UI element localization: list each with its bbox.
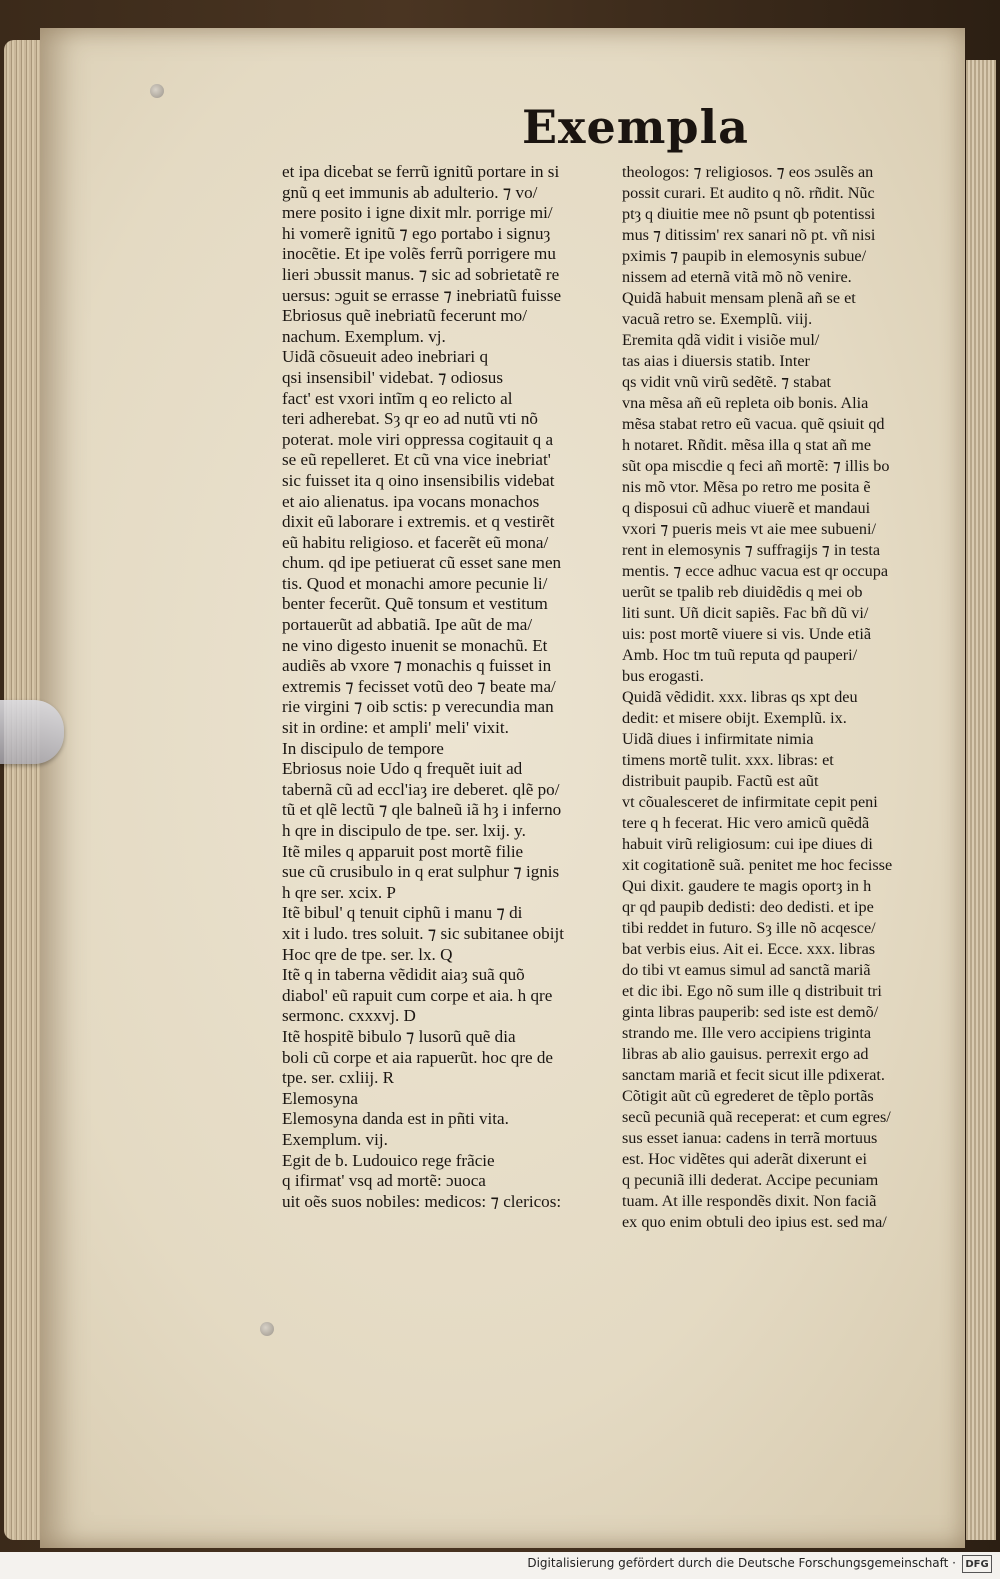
text-line: qr qd paupib dedisti: deo dedisti. et ipe <box>622 898 874 916</box>
right-text-column <box>622 162 934 1233</box>
text-line: xit i ludo. tres soluit. ⁊ sic subitanee obijt <box>282 923 564 943</box>
text-line: chum. qd ipe petiuerat cũ esset sane men <box>282 553 562 573</box>
text-line: Exemplum. vij. <box>282 1129 388 1149</box>
text-line: bus erogasti. <box>622 667 704 685</box>
text-line: rent in elemosynis ⁊ suffragijs ⁊ in testa <box>622 541 881 559</box>
text-line: tere q h fecerat. Hic vero amicũ quẽdã <box>622 814 870 832</box>
text-line: q pecuniã illi dederat. Accipe pecuniam <box>622 1171 879 1189</box>
text-line: dedit: et misere obijt. Exemplũ. ix. <box>622 709 847 727</box>
text-line: mus ⁊ ditissim' rex sanari nõ pt. vñ nisi <box>622 226 876 244</box>
text-line: diabol' eũ rapuit cum corpe et aia. h qre <box>282 985 553 1005</box>
text-line: sermonc. cxxxvj. D <box>282 1006 416 1026</box>
text-line: Elemosyna <box>282 1088 358 1108</box>
text-line: qs vidit vnũ virũ sedẽtẽ. ⁊ stabat <box>622 373 832 391</box>
pin-mark-bottom <box>260 1322 274 1336</box>
text-line: h qre ser. xcix. P <box>282 882 396 902</box>
text-line: In discipulo de tempore <box>282 738 444 758</box>
text-line: rie virgini ⁊ oib sctis: p verecundia man <box>282 697 554 717</box>
text-line: mere posito i igne dixit mlr. porrige mi/ <box>282 203 553 223</box>
text-line: teri adherebat. Sȝ qr eo ad nutũ vti nõ <box>282 409 538 429</box>
pin-mark-top <box>150 84 164 98</box>
text-line: vacuã retro se. Exemplũ. viij. <box>622 310 813 328</box>
text-line: Elemosyna danda est in pñti vita. <box>282 1109 509 1129</box>
text-line: do tibi vt eamus simul ad sanctã mariã <box>622 961 871 979</box>
page-clip <box>0 700 64 764</box>
text-line: portauerũt ad abbatiã. Ipe aũt de ma/ <box>282 615 533 635</box>
text-line: Itẽ hospitẽ bibulo ⁊ lusorũ quẽ dia <box>282 1026 516 1046</box>
text-line: tpe. ser. cxliij. R <box>282 1068 395 1088</box>
text-line: distribuit paupib. Factũ est aũt <box>622 772 819 790</box>
text-line: Hoc qre de tpe. ser. lx. Q <box>282 944 453 964</box>
text-line: Itẽ bibul' q tenuit ciphũ i manu ⁊ di <box>282 903 523 923</box>
text-line: vxori ⁊ pueris meis vt aie mee subueni/ <box>622 520 876 538</box>
book-edge-right <box>966 60 996 1540</box>
text-line: theologos: ⁊ religiosos. ⁊ eos ɔsulẽs an <box>622 163 874 181</box>
text-line: Eremita qdã vidit i visiõe mul/ <box>622 331 820 349</box>
text-line: xit cogitationẽ suã. penitet me hoc fecisse <box>622 856 893 874</box>
text-line: benter fecerũt. Quẽ tonsum et vestitum <box>282 594 548 614</box>
text-line: liti sunt. Uñ dicit sapiẽs. Fac bñ dũ vi/ <box>622 604 869 622</box>
text-line: tũ et qlẽ lectũ ⁊ qle balneũ iã hȝ i inferno <box>282 800 562 820</box>
text-line: pximis ⁊ paupib in elemosynis subue/ <box>622 247 867 265</box>
text-line: tabernã cũ ad eccl'iaȝ ire deberet. qlẽ po/ <box>282 779 560 799</box>
text-line: tas aias i diuersis statib. Inter <box>622 352 810 370</box>
text-line: extremis ⁊ fecisset votũ deo ⁊ beate ma/ <box>282 676 556 696</box>
text-line: tuam. At ille respondẽs dixit. Non faciã <box>622 1192 877 1210</box>
text-line: nachum. Exemplum. vj. <box>282 326 446 346</box>
text-line: qsi insensibil' videbat. ⁊ odiosus <box>282 367 503 387</box>
text-line: Quidã habuit mensam plenã añ se et <box>622 289 856 307</box>
text-line: fact' est vxori intĩm q eo relicto al <box>282 388 513 408</box>
text-line: mẽsa stabat retro eũ vacua. quẽ qsiuit qd <box>622 415 885 433</box>
text-line: Quidã vẽdidit. xxx. libras qs xpt deu <box>622 688 858 706</box>
text-line: et aio alienatus. ipa vocans monachos <box>282 491 540 511</box>
text-line: uit oẽs suos nobiles: medicos: ⁊ clericos: <box>282 1191 562 1211</box>
text-line: nis mõ vtor. Mẽsa po retro me posita ẽ <box>622 478 871 496</box>
text-line: lieri ɔbussit manus. ⁊ sic ad sobrietatẽ re <box>282 264 560 284</box>
text-line: ne vino digesto inuenit se monachũ. Et <box>282 635 548 655</box>
text-line: uerũt se tpalib reb diuidẽdis q mei ob <box>622 583 863 601</box>
text-line: uis: post mortẽ viuere si vis. Unde etiã <box>622 625 872 643</box>
text-line: bat verbis eius. Ait ei. Ecce. xxx. libras <box>622 940 876 958</box>
text-line: ginta libras pauperib: sed iste est demõ/ <box>622 1003 879 1021</box>
text-line: est. Hoc vidẽtes qui aderãt dixerunt ei <box>622 1150 867 1168</box>
text-line: et dic ibi. Ego nõ sum ille q distribuit tri <box>622 982 882 1000</box>
text-line: vna mẽsa añ eũ repleta oib bonis. Alia <box>622 394 869 412</box>
text-line: hi vomerẽ ignitũ ⁊ ego portabo i signuȝ <box>282 223 551 243</box>
text-line: libras ab alio gauisus. perrexit ergo ad <box>622 1045 869 1063</box>
text-line: q ifirmat' vsq ad mortẽ: ɔuoca <box>282 1171 486 1191</box>
footer-credit: Digitalisierung gefördert durch die Deutsche Forschungsgemeinschaft · <box>527 1556 956 1570</box>
text-line: Uidã diues i infirmitate nimia <box>622 730 814 748</box>
text-line: audiẽs ab vxore ⁊ monachis q fuisset in <box>282 656 552 676</box>
text-line: secũ pecuniã quã receperat: et cum egres/ <box>622 1108 891 1126</box>
text-line: sue cũ crusibulo in q erat sulphur ⁊ ignis <box>282 862 560 882</box>
left-text-column <box>282 162 612 1212</box>
text-line: sanctam mariã et fecit sicut ille pdixerat. <box>622 1066 885 1084</box>
text-line: h notaret. Rñdit. mẽsa illa q stat añ me <box>622 436 872 454</box>
text-line: et ipa dicebat se ferrũ ignitũ portare in si <box>282 162 560 181</box>
text-line: strando me. Ille vero accipiens triginta <box>622 1024 872 1042</box>
text-line: poterat. mole viri oppressa cogitauit q a <box>282 429 554 449</box>
text-line: sic fuisset ita q oino insensibilis videbat <box>282 470 555 490</box>
text-line: sus esset ianua: cadens in terrã mortuus <box>622 1129 878 1147</box>
text-line: uersus: ɔguit se errasse ⁊ inebriatũ fuisse <box>282 285 562 305</box>
text-line: q disposui cũ adhuc viuerẽ et mandaui <box>622 499 871 517</box>
text-line: sũt opa miscdie q feci añ mortẽ: ⁊ illis bo <box>622 457 890 475</box>
text-line: tibi reddet in futuro. Sȝ ille nõ acqesce/ <box>622 919 876 937</box>
text-line: eũ habitu religioso. et facerẽt eũ mona/ <box>282 532 549 552</box>
text-line: vt cõualesceret de infirmitate cepit peni <box>622 793 878 811</box>
text-line: se eũ repelleret. Et cũ vna vice inebriat' <box>282 450 551 470</box>
text-line: h qre in discipulo de tpe. ser. lxij. y. <box>282 821 526 840</box>
text-line: inocẽtie. Et ipe volẽs ferrũ porrigere mu <box>282 244 556 264</box>
text-line: nissem ad eternã vitã mõ nõ venire. <box>622 268 852 286</box>
text-line: Cõtigit aũt cũ egrederet de tẽplo portãs <box>622 1087 874 1105</box>
text-line: ptȝ q diuitie mee nõ psunt qb potentissi <box>622 205 876 223</box>
dfg-logo: DFG <box>962 1555 992 1573</box>
text-line: Ebriosus noie Udo q frequẽt iuit ad <box>282 759 523 779</box>
text-line: boli cũ corpe et aia rapuerũt. hoc qre de <box>282 1047 553 1067</box>
text-line: timens mortẽ tulit. xxx. libras: et <box>622 751 834 769</box>
text-line: habuit virũ religiosum: cui ipe diues di <box>622 835 873 853</box>
text-line: dixit eũ laborare i extremis. et q vestirẽt <box>282 512 555 532</box>
text-line: gnũ q eet immunis ab adulterio. ⁊ vo/ <box>282 182 538 202</box>
text-line: mentis. ⁊ ecce adhuc vacua est qr occupa <box>622 562 889 580</box>
digitization-footer <box>0 1552 1000 1579</box>
text-line: sit in ordine: et ampli' meli' vixit. <box>282 718 509 738</box>
text-line: Uidã cõsueuit adeo inebriari q <box>282 347 489 367</box>
text-line: Amb. Hoc tm tuũ reputa qd pauperi/ <box>622 646 858 664</box>
text-line: Itẽ q in taberna vẽdidit aiaȝ suã quõ <box>282 965 525 985</box>
text-line: tis. Quod et monachi amore pecunie li/ <box>282 573 548 593</box>
text-line: Ebriosus quẽ inebriatũ fecerunt mo/ <box>282 306 527 326</box>
text-line: Qui dixit. gaudere te magis oportȝ in h <box>622 877 872 895</box>
text-line: Itẽ miles q apparuit post mortẽ filie <box>282 841 524 861</box>
page-heading: Exempla <box>522 100 749 154</box>
text-line: ex quo enim obtuli deo ipius est. sed ma/ <box>622 1213 887 1231</box>
text-line: possit curari. Et audito q nõ. rñdit. Nũc <box>622 184 875 202</box>
text-line: Egit de b. Ludouico rege frãcie <box>282 1150 495 1170</box>
